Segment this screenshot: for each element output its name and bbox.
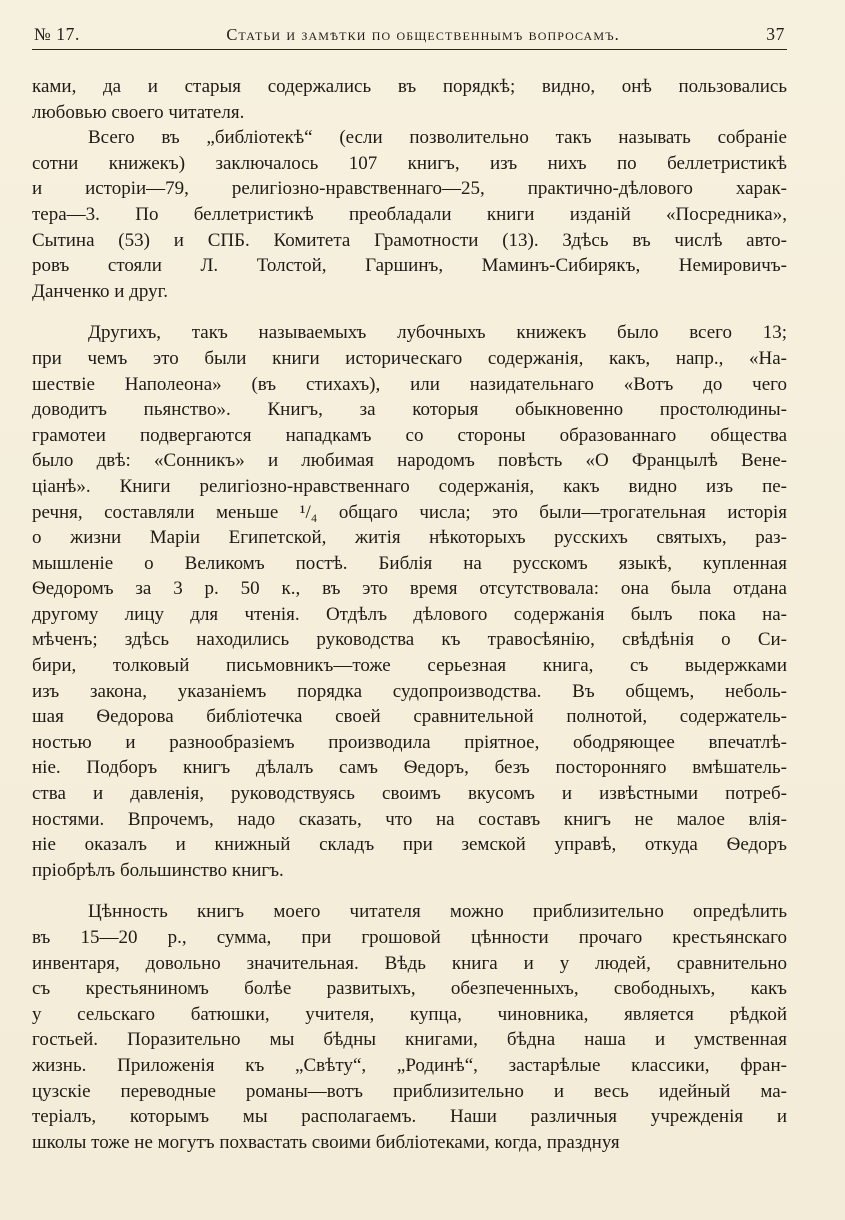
text-line: ками, да и старыя содержались въ порядкѣ; видно, онѣ пользовались: [32, 76, 787, 97]
text-line: Всего въ „библіотекѣ“ (если позволительно такъ называть собраніе: [88, 127, 787, 149]
text-line: бири, толковый письмовникъ—тоже серьезная книга, съ выдержками: [32, 655, 787, 677]
text-line: теріалъ, которымъ мы располагаемъ. Наши различныя учрежденія и: [32, 1106, 787, 1128]
text-line: другому лицу для чтенія. Отдѣлъ дѣлового содержанія былъ пока на-: [32, 603, 787, 625]
text-line: пріобрѣлъ большинство книгъ.: [32, 859, 284, 881]
text-line: ства и давленія, руководствуясь своимъ вкусомъ и извѣстными потреб-: [32, 783, 787, 805]
text-line: тера—3. По беллетристикѣ преобладали книги изданій «Посредника»,: [32, 203, 787, 225]
text-line: при чемъ это были книги историческаго содержанія, какъ, напр., «На-: [32, 347, 787, 369]
paragraph: [32, 125, 787, 304]
text-line: любовью своего читателя.: [32, 101, 245, 123]
text-line: въ 15—20 р., сумма, при грошовой цѣнности прочаго крестьянскаго: [32, 927, 787, 948]
text-line: речня, составляли меньше ¹/₄ общаго числа; это были—трогательная исторія: [32, 501, 787, 523]
text-line: у сельскаго батюшки, учителя, купца, чиновника, является рѣдкой: [32, 1003, 787, 1025]
text-line: школы тоже не могутъ похвастать своими библіотеками, когда, празднуя: [32, 1131, 620, 1153]
text-line: и исторіи—79, религіозно-нравственнаго—25, практично-дѣлового харак-: [32, 178, 787, 200]
text-line: цузскіе переводные романы—вотъ приблизительно и весь идейный ма-: [32, 1080, 787, 1102]
body-text: [32, 74, 787, 1155]
text-line: шая Ѳедорова библіотечка своей сравнительной полнотой, содержатель-: [32, 706, 787, 728]
running-head: [32, 24, 787, 47]
text-line: ностью и разнообразіемъ производила пріятное, ободряющее впечатлѣ-: [32, 731, 787, 753]
text-line: Данченко и друг.: [32, 280, 168, 302]
text-line: ностями. Впрочемъ, надо сказать, что на составъ книгъ не малое влія-: [32, 808, 787, 830]
text-line: ровъ стояли Л. Толстой, Гаршинъ, Маминъ-Сибирякъ, Немировичъ-: [32, 255, 787, 277]
header-rule: [32, 49, 787, 50]
paragraph: [32, 899, 787, 1155]
text-line: ніе оказалъ и книжный складъ при земской управѣ, откуда Ѳедоръ: [32, 834, 787, 856]
text-line: шествіе Наполеона» (въ стихахъ), или назидательнаго «Вотъ до чего: [32, 373, 787, 395]
text-line: грамотеи подвергаются нападкамъ со стороны образованнаго общества: [32, 424, 787, 446]
text-line: Сытина (53) и СПБ. Комитета Грамотности (13). Здѣсь въ числѣ авто-: [32, 229, 787, 251]
text-line: Цѣнность книгъ моего читателя можно приблизительно опредѣлить: [88, 901, 787, 923]
text-line: ніе. Подборъ книгъ дѣлалъ самъ Ѳедоръ, безъ посторонняго вмѣшатель-: [32, 757, 787, 779]
paragraph: [32, 320, 787, 883]
text-line: гостьей. Поразительно мы бѣдны книгами, бѣдна наша и умственная: [32, 1029, 787, 1051]
issue-number: № 17.: [34, 24, 80, 44]
text-line: инвентаря, довольно значительная. Вѣдь книга и у людей, сравнительно: [32, 952, 787, 974]
paragraph: [32, 74, 787, 125]
page-number: 37: [766, 24, 785, 44]
text-line: мышленіе о Великомъ постѣ. Библія на русскомъ языкѣ, купленная: [32, 552, 787, 574]
text-line: съ крестьяниномъ болѣе развитыхъ, обезпеченныхъ, свободныхъ, какъ: [32, 978, 787, 1000]
text-line: о жизни Маріи Египетской, житія нѣкоторыхъ русскихъ святыхъ, раз-: [32, 527, 787, 549]
text-line: изъ закона, указаніемъ порядка судопроизводства. Въ общемъ, неболь-: [32, 680, 787, 702]
text-line: Другихъ, такъ называемыхъ лубочныхъ книжекъ было всего 13;: [88, 322, 787, 344]
text-line: жизнь. Приложенія къ „Свѣту“, „Родинѣ“, застарѣлые классики, фран-: [32, 1054, 787, 1076]
text-line: ціанѣ». Книги религіозно-нравственнаго содержанія, какъ видно изъ пе-: [32, 475, 787, 497]
text-line: было двѣ: «Сонникъ» и любимая народомъ повѣсть «О Францылѣ Вене-: [32, 450, 787, 472]
section-title: Статьи и замѣтки по общественнымъ вопросамъ.: [226, 25, 620, 44]
text-line: доводитъ пьянство». Книгъ, за которыя обыкновенно простолюдины-: [32, 399, 787, 421]
text-line: Ѳедоромъ за 3 р. 50 к., въ это время отсутствовала: она была отдана: [32, 578, 787, 600]
text-line: сотни книжекъ) заключалось 107 книгъ, изъ нихъ по беллетристикѣ: [32, 152, 787, 174]
text-line: мѣченъ; здѣсь находились руководства къ травосѣянію, свѣдѣнія о Си-: [32, 629, 787, 651]
